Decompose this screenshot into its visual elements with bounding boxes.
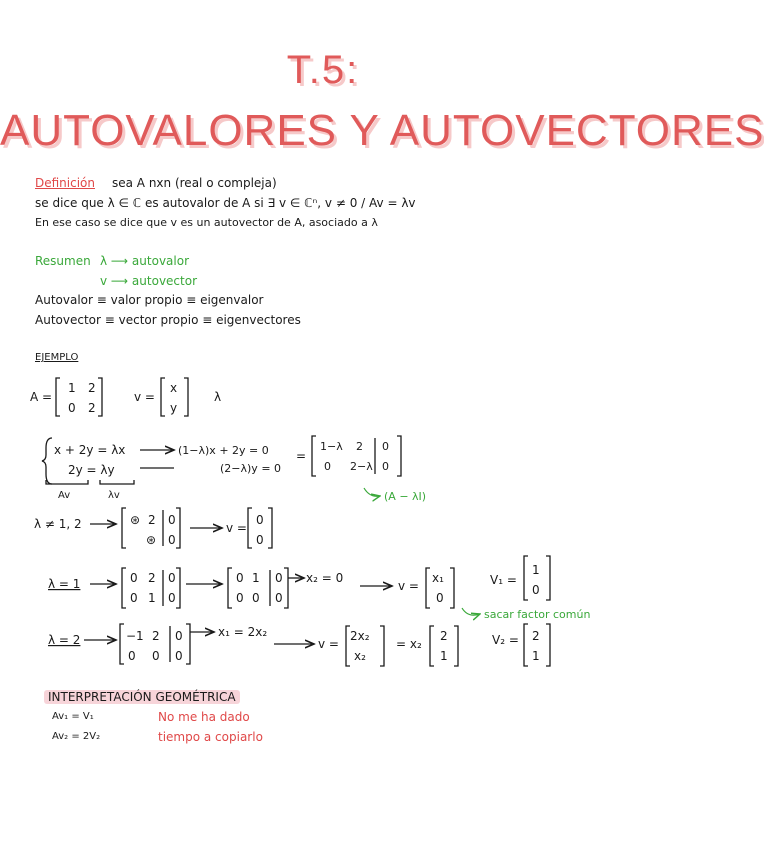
case1-m2-cell: 0 — [252, 591, 260, 605]
summary-equivalence-1: Autovalor ≡ valor propio ≡ eigenvalor — [35, 293, 264, 307]
case2-v-cell: 2x₂ — [350, 629, 370, 643]
case1-V-cell: 1 — [532, 563, 540, 577]
case1-v-cell: x₁ — [432, 571, 444, 585]
case1-m1-cell: 0 — [130, 591, 138, 605]
svg-text:=: = — [296, 449, 307, 463]
matrix-a-cell: 2 — [88, 381, 96, 395]
case2-V-cell: 1 — [532, 649, 540, 663]
case2-cell: 0 — [175, 629, 183, 643]
vector-v-cell: x — [170, 381, 178, 395]
interpretation-note-1: No me ha dado — [158, 710, 250, 724]
summary-label: Resumen — [35, 254, 91, 268]
rewritten-eq-1: (1−λ)x + 2y = 0 — [178, 444, 269, 457]
case2-v-label: v = — [318, 637, 339, 651]
example-label: EJEMPLO — [35, 352, 79, 363]
vector-v-label: v = — [134, 390, 155, 404]
aug-cell: 2−λ — [350, 460, 373, 473]
vector-v-cell: y — [170, 401, 178, 415]
case1-m2-cell: 0 — [236, 571, 244, 585]
case2-cell: 0 — [175, 649, 183, 663]
case2-conclusion: x₁ = 2x₂ — [218, 625, 268, 639]
definition-label: Definición — [35, 176, 95, 190]
case0-result-cell: 0 — [256, 513, 264, 527]
underbrace-lv: λv — [108, 490, 120, 501]
case0-cell: ⊛ — [146, 533, 157, 547]
case1-m2-cell: 0 — [275, 591, 283, 605]
case0-label: λ ≠ 1, 2 — [34, 517, 82, 531]
case2-factored-cell: 1 — [440, 649, 448, 663]
case2-eq-mid: = x₂ — [396, 637, 422, 651]
matrix-a-label: A = — [30, 390, 53, 404]
summary-item-1: λ ⟶ autovalor — [100, 254, 190, 268]
matrix-a-cell: 2 — [88, 401, 96, 415]
case1-V-label: V₁ = — [490, 573, 517, 587]
case0-cell: 2 — [148, 513, 156, 527]
case1-m2-cell: 0 — [275, 571, 283, 585]
case1-m1-cell: 1 — [148, 591, 156, 605]
case1-V-cell: 0 — [532, 583, 540, 597]
matrix-a-cell: 1 — [68, 381, 76, 395]
case1-v-label: v = — [398, 579, 419, 593]
rewritten-eq-2: (2−λ)y = 0 — [220, 462, 282, 475]
a-minus-lambda-i-note: (A − λI) — [384, 490, 427, 503]
definition-line-3: En ese caso se dice que v es un autovector de A, asociado a λ — [35, 216, 378, 229]
case1-label: λ = 1 — [48, 577, 81, 591]
system-eq-1: x + 2y = λx — [54, 443, 126, 457]
case2-V-label: V₂ = — [492, 633, 519, 647]
interpretation-line-2: Av₂ = 2V₂ — [52, 731, 101, 742]
aug-cell: 1−λ — [320, 440, 343, 453]
aug-cell: 0 — [324, 460, 331, 473]
case2-factored-cell: 2 — [440, 629, 448, 643]
title-line-1: T.5: — [286, 48, 360, 92]
case1-m1-cell: 0 — [168, 571, 176, 585]
aug-cell: 0 — [382, 440, 389, 453]
definition-line-1: sea A nxn (real o compleja) — [112, 176, 277, 190]
case0-cell: ⊛ — [130, 513, 141, 527]
lambda-symbol: λ — [214, 390, 222, 404]
case2-cell: −1 — [126, 629, 144, 643]
case0-cell: 0 — [168, 513, 176, 527]
factor-note: sacar factor común — [484, 608, 591, 621]
underbrace-av: Av — [58, 490, 71, 501]
case0-result-cell: 0 — [256, 533, 264, 547]
case1-v-cell: 0 — [436, 591, 444, 605]
case1-m1-cell: 0 — [168, 591, 176, 605]
interpretation-heading: INTERPRETACIÓN GEOMÉTRICA — [44, 690, 240, 704]
matrix-a-cell: 0 — [68, 401, 76, 415]
case1-m2-cell: 0 — [236, 591, 244, 605]
case2-label: λ = 2 — [48, 633, 81, 647]
aug-cell: 2 — [356, 440, 363, 453]
case2-V-cell: 2 — [532, 629, 540, 643]
case1-m1-cell: 2 — [148, 571, 156, 585]
summary-equivalence-2: Autovector ≡ vector propio ≡ eigenvectores — [35, 313, 301, 327]
interpretation-note-2: tiempo a copiarlo — [158, 730, 263, 744]
case1-conclusion: x₂ = 0 — [306, 571, 344, 585]
case0-cell: 0 — [168, 533, 176, 547]
case2-cell: 0 — [152, 649, 160, 663]
interpretation-line-1: Av₁ = V₁ — [52, 711, 94, 722]
case1-m1-cell: 0 — [130, 571, 138, 585]
case1-m2-cell: 1 — [252, 571, 260, 585]
case0-result-label: v = — [226, 521, 247, 535]
aug-cell: 0 — [382, 460, 389, 473]
title-line-2: AUTOVALORES Y AUTOVECTORES — [0, 106, 764, 155]
case2-v-cell: x₂ — [354, 649, 366, 663]
case2-cell: 0 — [128, 649, 136, 663]
definition-line-2: se dice que λ ∈ ℂ es autovalor de A si ∃ v ∈ ℂⁿ, v ≠ 0 / Av = λv — [35, 196, 416, 210]
summary-item-2: v ⟶ autovector — [100, 274, 198, 288]
case2-cell: 2 — [152, 629, 160, 643]
system-eq-2: 2y = λy — [68, 463, 115, 477]
